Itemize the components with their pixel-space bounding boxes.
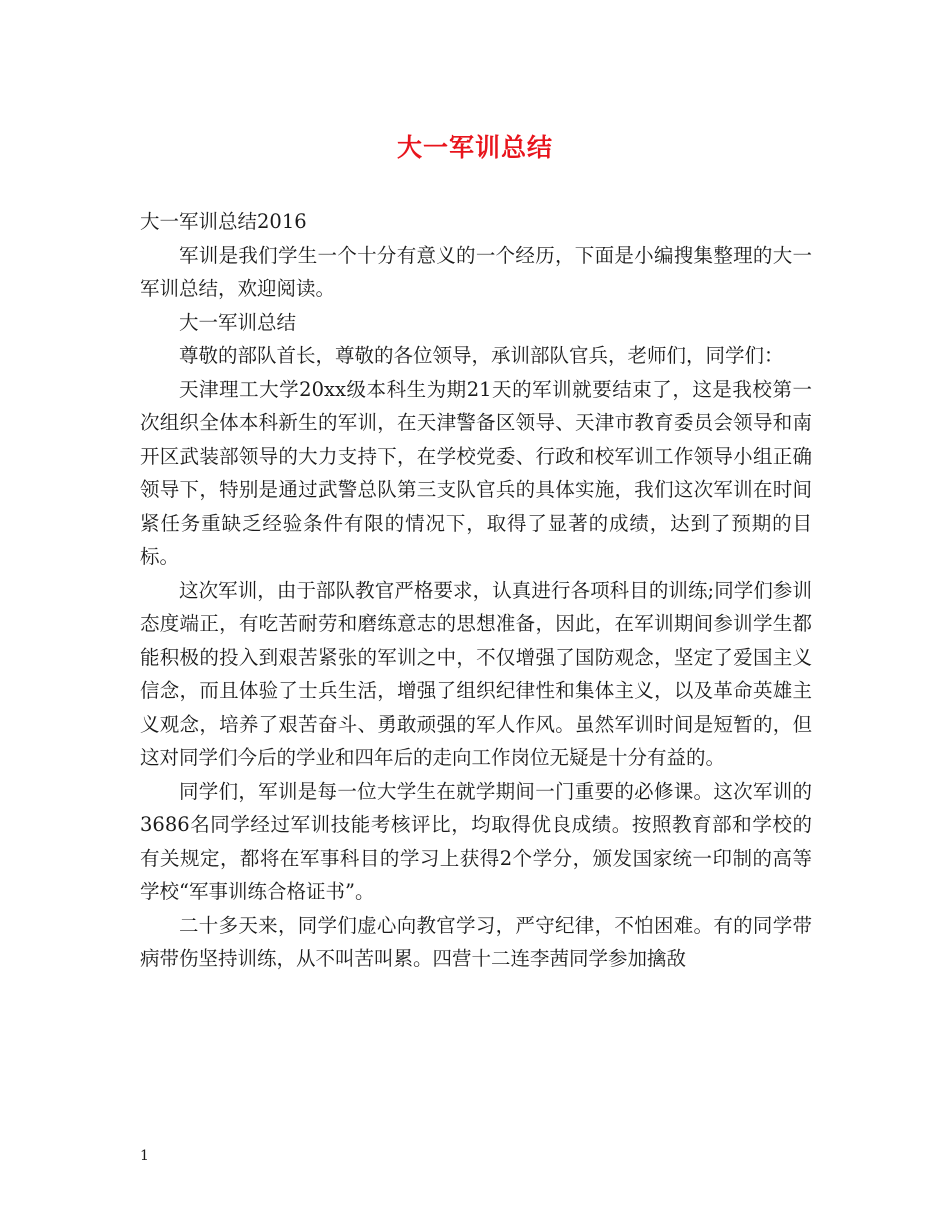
document-title: 大一军训总结: [396, 133, 553, 162]
paragraph: 大一军训总结: [179, 310, 297, 334]
paragraph: 尊敬的部队首长，尊敬的各位领导，承训部队官兵，老师们，同学们：: [179, 344, 784, 367]
paragraph: 这次军训，由于部队教官严格要求，认真进行各项科目的训练;同学们参训态度端正，有吃苦耐劳和磨练意志的思想准备，因此，在军训期间参训学生都能积极的投入到艰苦紧张的军训之中，不仅增强了国防观念，坚定了爱国主义信念，而且体验了士兵生活，增强了组织纪律性和集体主义，以及革命英雄主义观念，培养了艰苦奋斗、勇敢顽强的军人作风。虽然军训时间是短暂的，但这对同学们今后的学业和四年后的走向工作岗位无疑是十分有益的。: [140, 578, 812, 769]
paragraph: 大一军训总结2016: [140, 210, 307, 233]
page-number: 1: [140, 1148, 149, 1164]
paragraph: 军训是我们学生一个十分有意义的一个经历，下面是小编搜集整理的大一军训总结，欢迎阅读。: [140, 243, 812, 300]
paragraph: 天津理工大学20xx级本科生为期21天的军训就要结束了，这是我校第一次组织全体本科新生的军训，在天津警备区领导、天津市教育委员会领导和南开区武装部领导的大力支持下，在学校党委、行政和校军训工作领导小组正确领导下，特别是通过武警总队第三支队官兵的具体实施，我们这次军训在时间紧任务重缺乏经验条件有限的情况下，取得了显著的成绩，达到了预期的目标。: [140, 377, 812, 568]
paragraph: 同学们，军训是每一位大学生在就学期间一门重要的必修课。这次军训的3686名同学经过军训技能考核评比，均取得优良成绩。按照教育部和学校的有关规定，都将在军事科目的学习上获得2个学分，颁发国家统一印制的高等学校“军事训练合格证书”。: [140, 779, 812, 903]
paragraph: 二十多天来，同学们虚心向教官学习，严守纪律，不怕困难。有的同学带病带伤坚持训练，从不叫苦叫累。四营十二连李茜同学参加擒敌: [140, 913, 812, 970]
document-body: [140, 205, 812, 976]
